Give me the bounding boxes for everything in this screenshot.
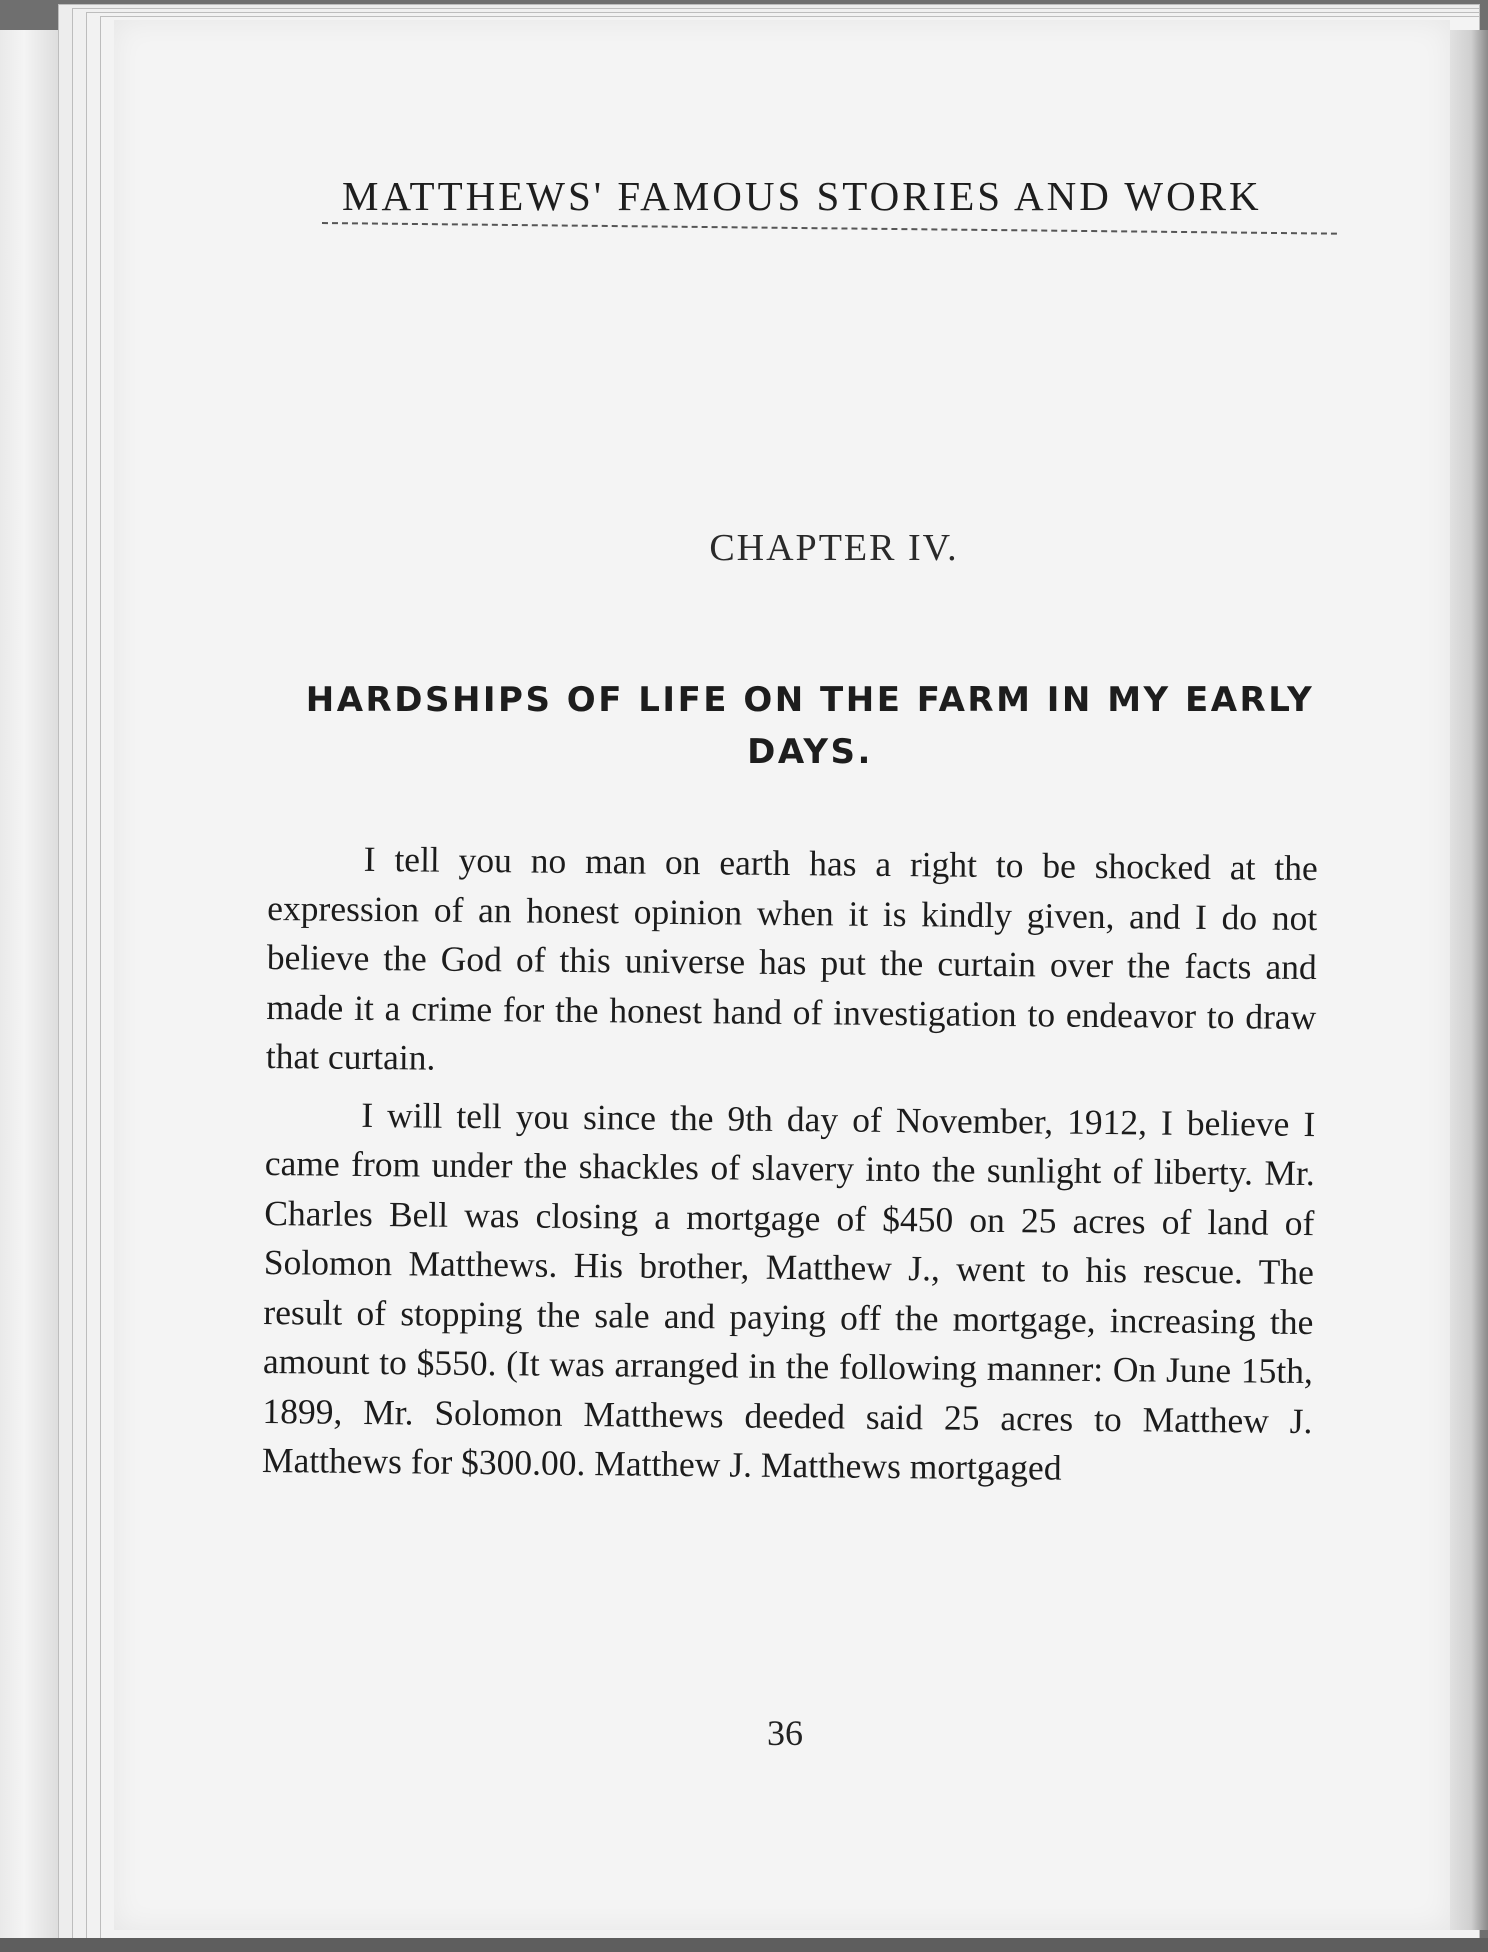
body-text: [262, 834, 1318, 1496]
paragraph: I tell you no man on earth has a right to be shocked at the expression of an honest opinion when it is kindly given, and I do not believe the God of this universe has put the curtain over the facts and made it a crime for the honest hand of investigation to endeavor to draw that curtain.: [265, 838, 1318, 1078]
paragraph: I will tell you since the 9th day of November, 1912, I believe I came from under the shackles of slavery into the sunlight of liberty. Mr. Charles Bell was closing a mortgage of $450 on 25 acres of land of Solomon Matthews. His brother, Matthew J., went to his rescue. The result of stopping the sale and paying off the mortgage, increasing the amount to $550. (It was arranged in the following manner: On June 15th, 1899, Mr. Solomon Matthews deeded said 25 acres to Matthew J. Matthews for $300.00. Matthew J. Matthews mortgaged: [261, 1094, 1316, 1488]
page-number: 36: [767, 1713, 803, 1753]
book-cover-right-edge: [1446, 30, 1488, 1930]
page-stack-left-edge: [0, 30, 60, 1952]
scan-bottom-border: [0, 1938, 1488, 1952]
running-head: MATTHEWS' FAMOUS STORIES AND WORK: [342, 173, 1262, 219]
chapter-heading: CHAPTER IV.: [709, 527, 959, 569]
chapter-title: HARDSHIPS OF LIFE ON THE FARM IN MY EARLY DAYS.: [305, 680, 1315, 772]
